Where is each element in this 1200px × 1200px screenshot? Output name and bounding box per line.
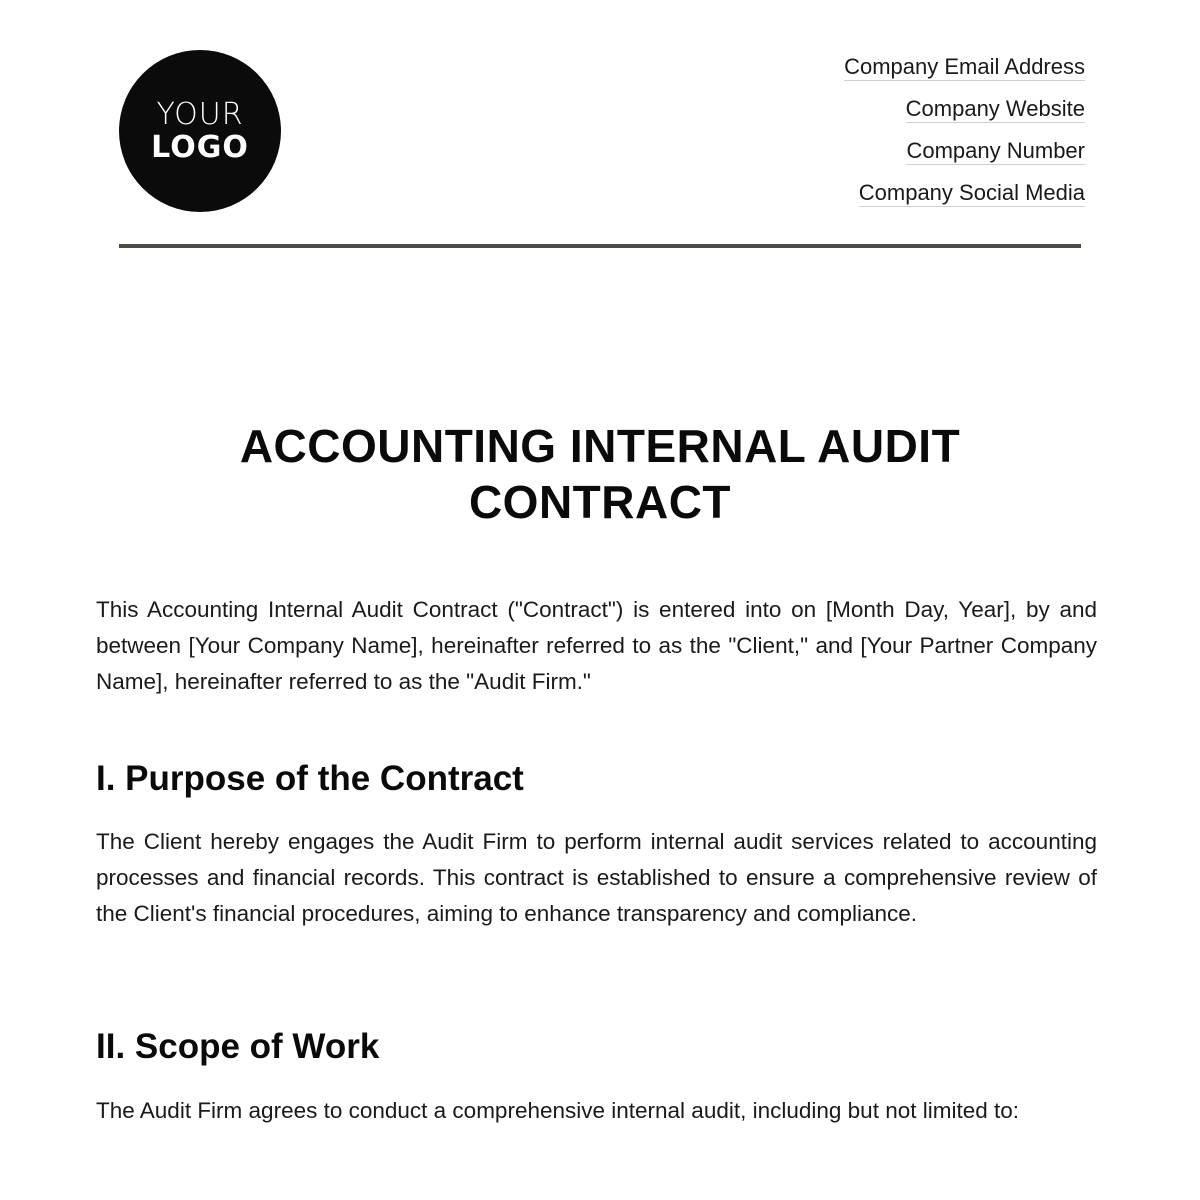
company-social-media-link[interactable]: Company Social Media <box>858 180 1085 205</box>
company-website-link[interactable]: Company Website <box>905 96 1085 121</box>
company-contact-info <box>844 54 1085 222</box>
document-title <box>100 418 1100 530</box>
document-header <box>0 0 1200 260</box>
section-body-scope: The Audit Firm agrees to conduct a comprehensive internal audit, including but not limited to: <box>96 1098 1020 1123</box>
document-title-line2: CONTRACT <box>468 476 732 528</box>
logo-text-your: YOUR <box>156 97 244 132</box>
section-heading-purpose: I. Purpose of the Contract <box>96 759 524 798</box>
document-title-line1: ACCOUNTING INTERNAL AUDIT <box>239 420 961 472</box>
company-email-link[interactable]: Company Email Address <box>844 54 1085 79</box>
header-divider <box>119 244 1081 248</box>
company-number-link[interactable]: Company Number <box>906 138 1085 163</box>
section-heading-scope: II. Scope of Work <box>96 1027 380 1066</box>
company-logo <box>119 50 281 212</box>
section-body-purpose: The Client hereby engages the Audit Firm to perform internal audit services related to accounting processes and financial records. This contract is established to ensure a comprehensive review of the Client's financial procedures, aiming to enhance transparency and compliance. <box>96 829 1097 926</box>
logo-text-logo: LOGO <box>151 130 249 165</box>
intro-paragraph: This Accounting Internal Audit Contract ("Contract") is entered into on [Month Day, Year], by and between [Your Company Name], hereinafter referred to as the "Client," and [Your Partner Company Name], hereinafter referred to as the "Audit Firm." <box>96 597 1097 694</box>
